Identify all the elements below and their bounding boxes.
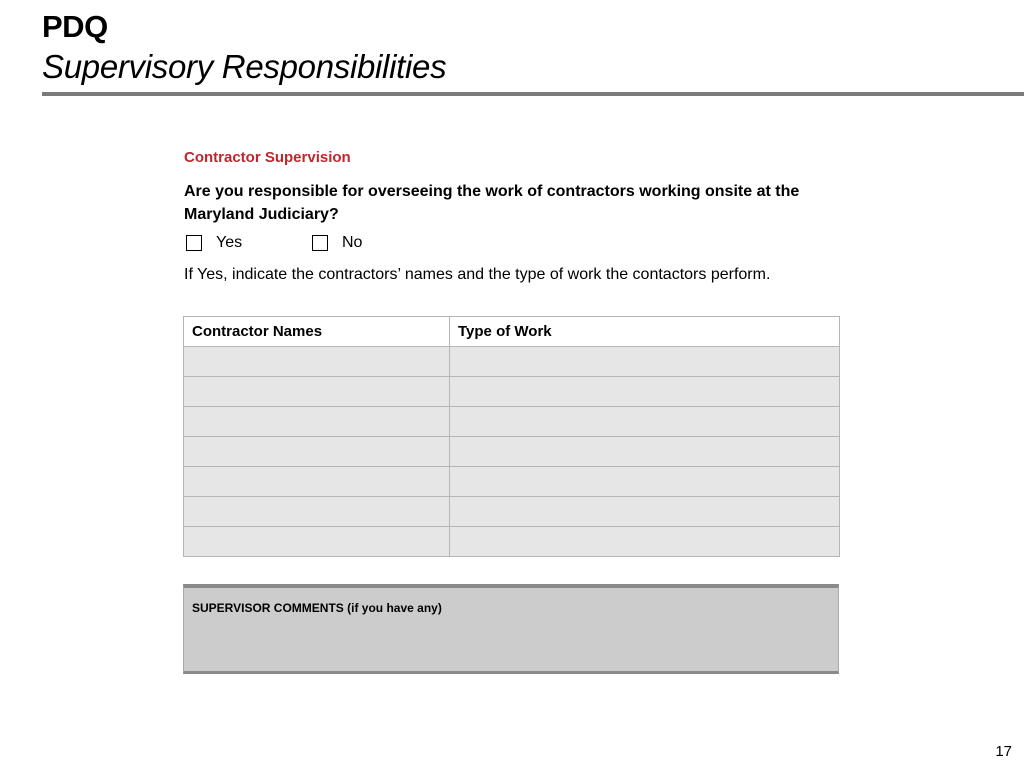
type-of-work-cell[interactable] — [450, 437, 840, 467]
yes-label: Yes — [216, 234, 243, 251]
header-type-of-work: Type of Work — [450, 317, 840, 347]
contractor-name-cell[interactable] — [184, 377, 450, 407]
type-of-work-cell[interactable] — [450, 527, 840, 557]
contractor-name-cell[interactable] — [184, 497, 450, 527]
section-heading: Contractor Supervision — [184, 149, 351, 166]
table-row — [184, 347, 840, 377]
contractor-name-cell[interactable] — [184, 347, 450, 377]
contractor-name-cell[interactable] — [184, 407, 450, 437]
type-of-work-cell[interactable] — [450, 407, 840, 437]
page-title: PDQ — [42, 9, 108, 44]
type-of-work-cell[interactable] — [450, 347, 840, 377]
header-contractor-names: Contractor Names — [184, 317, 450, 347]
contractor-table — [183, 316, 840, 557]
no-label: No — [342, 234, 363, 251]
table-header-row — [184, 317, 840, 347]
no-checkbox[interactable] — [312, 235, 328, 251]
yes-option[interactable] — [186, 233, 242, 253]
table-row — [184, 377, 840, 407]
yes-checkbox[interactable] — [186, 235, 202, 251]
type-of-work-cell[interactable] — [450, 467, 840, 497]
question-text: Are you responsible for overseeing the work of contractors working onsite at the Maryland Judiciary? — [184, 183, 800, 223]
type-of-work-cell[interactable] — [450, 497, 840, 527]
table-row — [184, 407, 840, 437]
type-of-work-cell[interactable] — [450, 377, 840, 407]
table-row — [184, 527, 840, 557]
supervisor-comments-box[interactable] — [183, 584, 839, 674]
supervisor-comments-label: SUPERVISOR COMMENTS (if you have any) — [192, 601, 442, 615]
page-subtitle: Supervisory Responsibilities — [42, 48, 447, 85]
contractor-name-cell[interactable] — [184, 467, 450, 497]
table-row — [184, 467, 840, 497]
contractor-name-cell[interactable] — [184, 527, 450, 557]
no-option[interactable] — [312, 233, 362, 253]
page-number: 17 — [995, 743, 1012, 760]
header-divider — [42, 92, 1024, 96]
table-row — [184, 497, 840, 527]
instruction-text: If Yes, indicate the contractors’ names and the type of work the contactors perform. — [184, 266, 771, 283]
table-row — [184, 437, 840, 467]
contractor-name-cell[interactable] — [184, 437, 450, 467]
